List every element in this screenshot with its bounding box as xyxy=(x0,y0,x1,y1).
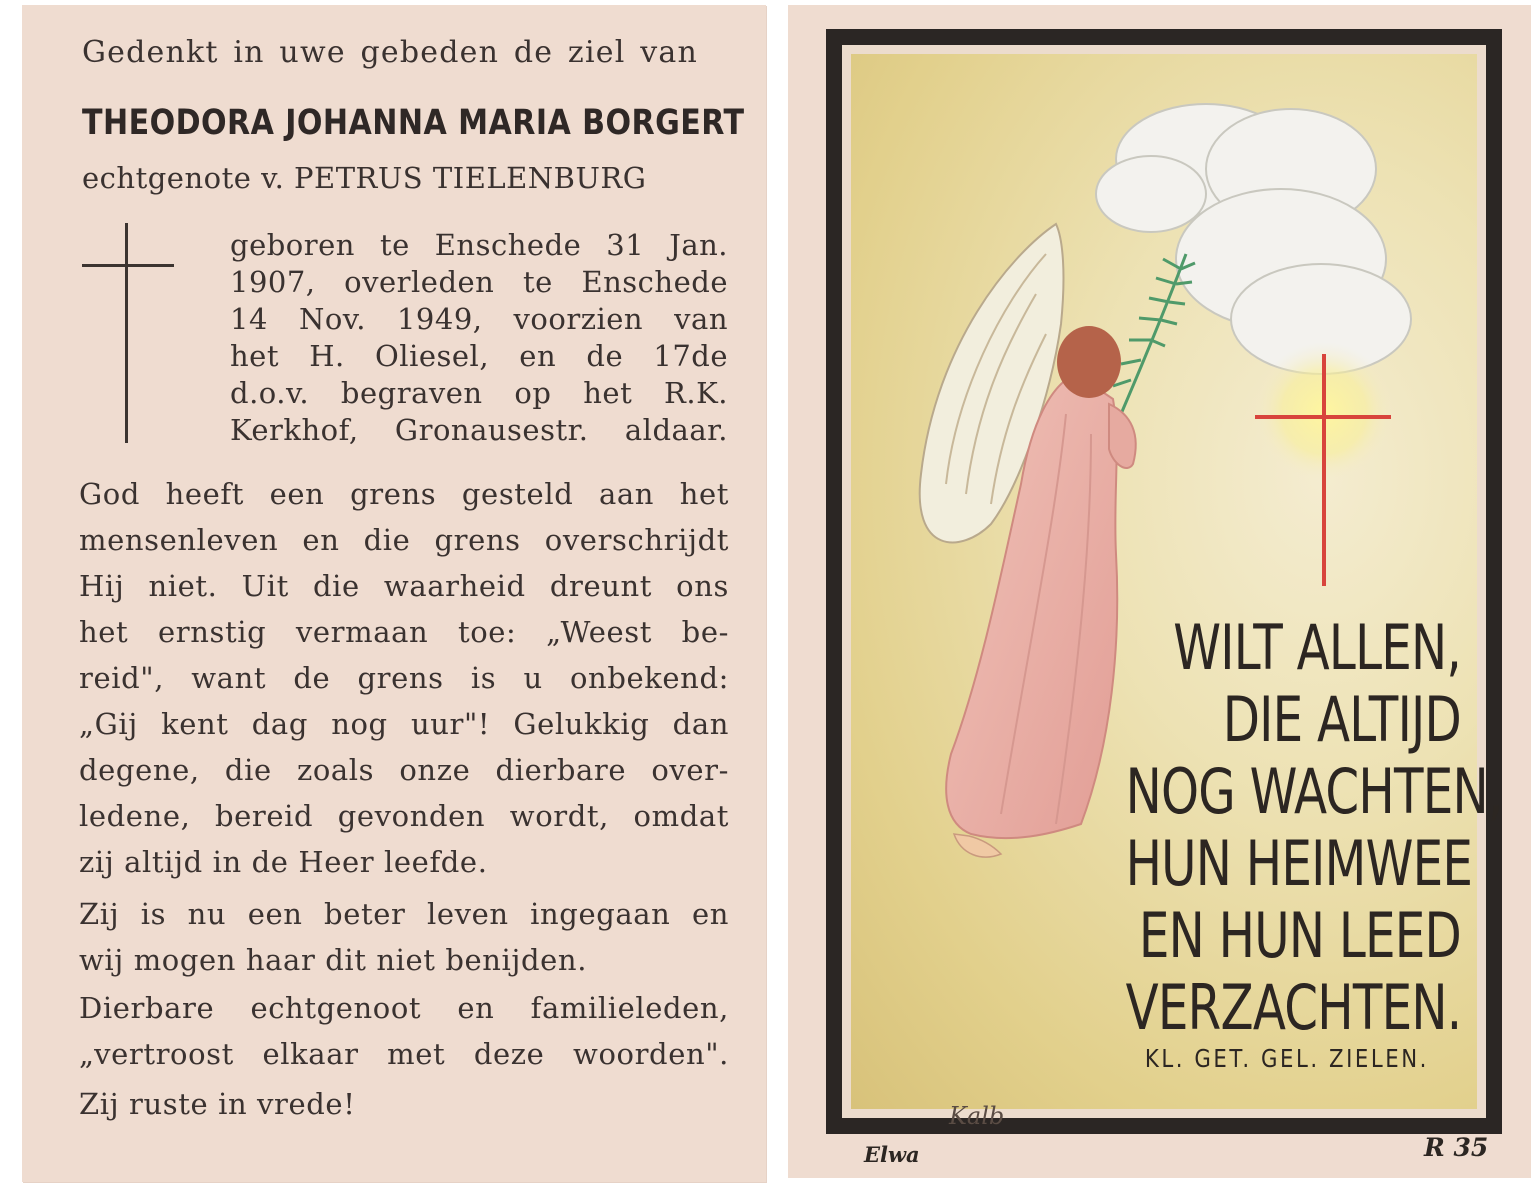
text-line: het ernstig vermaan toe: „Weest be- xyxy=(79,615,729,649)
paragraph-better-life xyxy=(79,891,729,983)
artist-signature: Kalb xyxy=(949,1102,1005,1130)
text-line: ledene, bereid gevonden wordt, omdat xyxy=(79,799,729,833)
bio-line: Kerkhof, Gronausestr. aldaar. xyxy=(230,413,728,447)
illustration-panel xyxy=(851,54,1503,1130)
deceased-name: THEODORA JOHANNA MARIA BORGERT xyxy=(82,103,745,143)
verse-line: NOG WACHTEN, xyxy=(1125,755,1503,828)
publisher-mark: Elwa xyxy=(864,1142,920,1167)
cloud-icon xyxy=(1096,104,1411,374)
text-line: mensenleven en die grens overschrijdt xyxy=(79,523,729,557)
text-line: reid", want de grens is u onbekend: xyxy=(79,661,729,695)
verse-line: WILT ALLEN, xyxy=(1173,611,1461,684)
bio-line: d.o.v. begraven op het R.K. xyxy=(230,376,728,410)
text-line: „vertroost elkaar met deze woorden". xyxy=(79,1037,729,1071)
verse-line: DIE ALTIJD xyxy=(1222,683,1461,756)
verse-line: HUN HEIMWEE xyxy=(1125,827,1473,900)
text-line: Hij niet. Uit die waarheid dreunt ons xyxy=(79,569,729,603)
memorial-card-text-side xyxy=(22,5,766,1182)
verse-text xyxy=(1125,611,1503,1044)
header-line: Gedenkt in uwe gebeden de ziel van xyxy=(82,35,698,70)
bio-line: 1907, overleden te Enschede xyxy=(230,265,728,299)
bio-line: geboren te Enschede 31 Jan. xyxy=(230,228,728,262)
verse-source: KL. GET. GEL. ZIELEN. xyxy=(1144,1044,1429,1073)
text-line: Dierbare echtgenoot en familieleden, xyxy=(79,991,729,1025)
text-line: Zij ruste in vrede! xyxy=(79,1087,356,1121)
memorial-card-image-side xyxy=(788,5,1531,1178)
text-line: degene, die zoals onze dierbare over- xyxy=(79,753,729,787)
closing-line xyxy=(79,1081,729,1127)
bio-line: het H. Oliesel, en de 17de xyxy=(230,339,728,373)
text-line: wij mogen haar dit niet benijden. xyxy=(79,943,588,977)
verse-line: VERZACHTEN. xyxy=(1125,971,1462,1044)
biography-block xyxy=(230,227,728,449)
catalog-number: R 35 xyxy=(1424,1133,1489,1162)
bio-line: 14 Nov. 1949, voorzien van xyxy=(230,302,728,336)
text-line: God heeft een grens gesteld aan het xyxy=(79,477,729,511)
text-line: Zij is nu een beter leven ingegaan en xyxy=(79,897,729,931)
spouse-line: echtgenote v. PETRUS TIELENBURG xyxy=(82,161,647,195)
text-line: zij altijd in de Heer leefde. xyxy=(79,845,488,879)
paragraph-god-boundary xyxy=(79,471,729,885)
paragraph-consolation xyxy=(79,985,729,1077)
text-line: „Gij kent dag nog uur"! Gelukkig dan xyxy=(79,707,729,741)
mourning-border xyxy=(826,29,1502,1134)
verse-line: EN HUN LEED xyxy=(1138,899,1461,972)
